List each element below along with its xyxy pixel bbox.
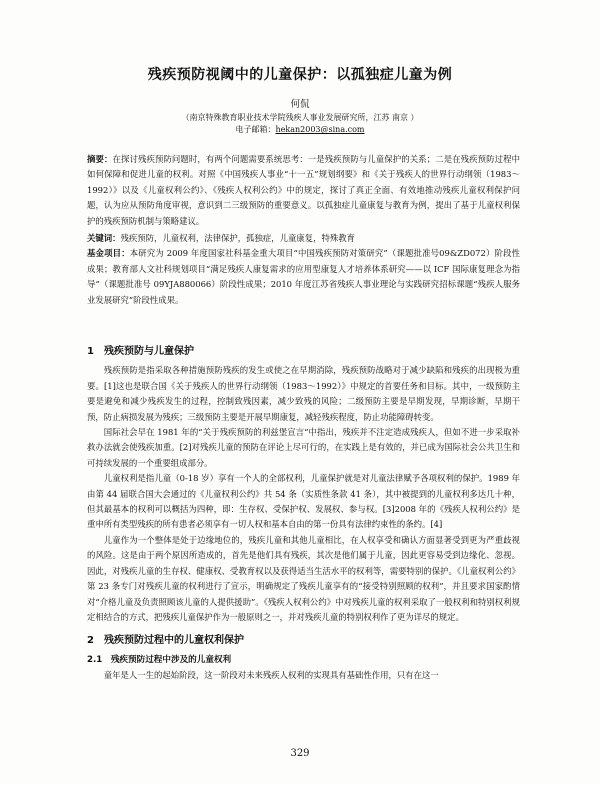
author-affiliation: （南京特殊教育职业技术学院残疾人事业发展研究所，江苏 南京 ） [181,113,419,122]
fund-label: 基金项目： [87,248,130,259]
email-label: 电子邮箱： [235,125,276,134]
author-email [0,124,600,135]
author-name: 何侃 [290,99,310,110]
subsection-2-1-heading: 2.1 残疾预防过程中涉及的儿童权利 [87,654,232,665]
keywords-label: 关键词： [87,233,121,244]
section-1-paragraph: 儿童权利是指儿童（0-18 岁）享有一个人的全部权利，儿童保护就是对儿童法律赋予各项权利的保护。1989 年由第 44 届联合国大会通过的《儿童权利公约》共 54 条（实质性条款 41 条），其中被提到的儿童权利多达几十种，但其最基本的权利可以概括为四种，即：生存权、受保护权、发展权、参与权。[3]2008 年的《残疾人权利公约》是重申所有类型残疾的所有患者必须享有一切人权和基本自由的第一份具有法律约束性的条约。[4] [87,473,520,530]
email-link[interactable]: hekan2003@sina.com [275,125,365,134]
abstract-text: 在探讨残疾预防问题时，有两个问题需要系统思考：一是残疾预防与儿童保护的关系；二是在残疾预防过程中如何保障和促进儿童的权利。对照《中国残疾人事业“十一五”规划纲要》和《关于残疾人的世界行动纲领（1983～1992）》以及《儿童权利公约》、《残疾人权利公约》中的规定，探讨了真正全面、有效地推动残疾儿童权利保护问题，认为应从预防角度审视，意识到二三级预防的重要意义。以孤独症儿童康复与教育为例，提出了基于儿童权利保护的残疾预防机制与策略建议。 [87,154,521,226]
fund-note [87,246,520,308]
section-2-heading: 2 残疾预防过程中的儿童权利保护 [87,635,244,647]
section-1-paragraph: 国际社会早在 1981 年的“关于残疾预防的利兹堡宣言”中指出，残疾并不注定造成残疾人，但如不进一步采取补救办法就会使残疾加重。[2]对残疾儿童的预防在评论上尽可行的，在实践上是有效的，并已成为国际社会公共卫生和可持续发展的一个重要组成部分。 [87,427,521,468]
abstract-label: 摘要： [87,154,113,164]
section-1-paragraph: 儿童作为一个整体是处于边缘地位的，残疾儿童和其他儿童相比，在人权享受和确认方面显著受到更为严重歧视的风险。这是由于两个原因所造成的，首先是他们具有残疾，其次是他们属于儿童，因此更容易受到边缘化、忽视。因此，对残疾儿童的生存权、健康权、受教育权以及获得适当生活水平的权利等，需要特别的保护。《儿童权利公约》第 23 条专门对残疾儿童的权利进行了宣示，明确规定了残疾儿童享有的“接受特别照顾的权利”，并且要求国家酌情对“介格儿童及负责照顾该儿童的人提供援助”。《残疾人权利公约》中对残疾儿童的权利采取了一般权利和特别权利规定相结合的方式，把残疾儿童保护作为一般原则之一，并对残疾儿童的特别权利作了更为详尽的规定。 [87,534,520,622]
keywords [87,231,520,246]
section-2-paragraph: 童年是人一生的起始阶段，这一阶段对未来残疾人权利的实现具有基础性作用，只有在这一 [103,670,439,681]
page-number: 329 [290,748,310,759]
body-text [87,336,520,684]
abstract-block [87,152,520,308]
abstract [87,152,520,229]
section-1-paragraph: 残疾预防是指采取各种措施预防残疾的发生或使之在早期消除，残疾预防战略对于减少缺陷和残疾的出现极为重要。[1]这也是联合国《关于残疾人的世界行动纲领（1983～1992）》中规定的首要任务和目标。其中，一级预防主要是避免和减少残疾发生的过程，控制致残因素，减少致残的风险；二级预防主要是早期发现，早期诊断，早期干预，防止病损发展为残疾；三级预防主要是开展早期康复，减轻残疾程度，防止功能障碍转变。 [87,365,520,422]
keywords-text: 残疾预防，儿童权利，法律保护，孤独症，儿童康复，特殊教育 [120,233,355,244]
paper-title: 残疾预防视阈中的儿童保护：以孤独症儿童为例 [147,67,453,83]
fund-text: 本研究为 2009 年度国家社科基金重大项目“中国残疾预防对策研究”（课题批准号09&ZD072）阶段性成果；教育部人文社科规划项目“满足残疾人康复需求的应用型康复人才培养体系研究——以 ICF 国际康复理念为指导”（课题批准号 09YJA880066）阶段性成果；2010 年度江苏省残疾人事业理论与实践研究招标课题“残疾人服务业发展研究”阶段性成果。 [87,248,520,305]
section-1-heading: 1 残疾预防与儿童保护 [87,346,194,357]
